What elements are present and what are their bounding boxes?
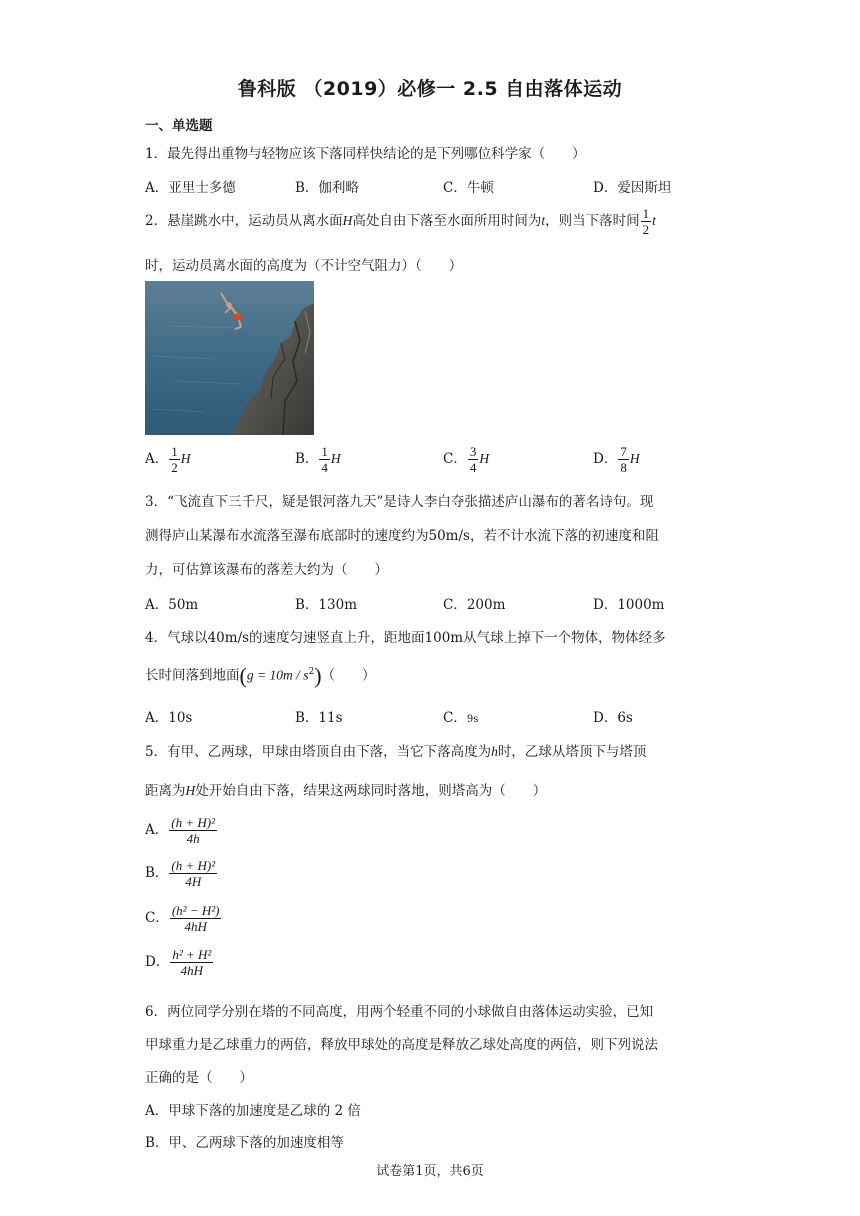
question-5-option-c: C． $\frac{\text{(h² − H²)}}{4hH}$ (145, 903, 220, 934)
question-1-option-c: C．牛顿 (443, 180, 494, 196)
q4-gravity-expr: g = 10m / s (246, 667, 309, 683)
question-3-line3: 力，可估算该瀑布的落差大约为（ ） (145, 562, 388, 578)
q2-fraction-half: $\frac{1}{2}$ (642, 206, 650, 237)
question-2-option-c: C． $\frac{3}{4}$ H (443, 444, 490, 475)
question-2-stem-line2: 时，运动员离水面的高度为（不计空气阻力）（ ） (145, 258, 463, 274)
question-4-line2: 长时间落到地面$(g = 10m / s^2)$（ ） (145, 663, 376, 688)
q2-text-b: 高处自由下落至水面所用时间为 (352, 213, 542, 229)
question-3-option-b: B．130m (295, 597, 357, 613)
question-4-option-c: C．9s (443, 710, 479, 726)
cliff-diving-photo (145, 281, 314, 435)
question-3-line1: 3．“飞流直下三千尺，疑是银河落九天”是诗人李白夺张描述庐山瀑布的著名诗句。现 (145, 494, 654, 510)
q2-var-t: t (541, 213, 546, 228)
page-title: 鲁科版 （2019）必修一 2.5 自由落体运动 (237, 78, 623, 100)
question-3-option-c: C．200m (443, 597, 506, 613)
question-4-option-a: A．10s (145, 710, 193, 726)
question-1-stem: 1．最先得出重物与轻物应该下落同样快结论的是下列哪位科学家（ ） (145, 146, 586, 162)
question-5-option-d: D． $\frac{\text{h² + H²}}{4hH}$ (145, 947, 212, 978)
question-2-option-a: A． $\frac{1}{2}$ H (145, 444, 191, 475)
question-6-line2: 甲球重力是乙球重力的两倍，释放甲球处的高度是释放乙球处高度的两倍，则下列说法 (145, 1037, 658, 1053)
question-3-line2: 测得庐山某瀑布水流落至瀑布底部时的速度约为50m/s，若不计水流下落的初速度和阻 (145, 528, 659, 544)
question-1-option-a: A．亚里士多德 (145, 180, 236, 196)
question-2-option-b: B． $\frac{1}{4}$ H (295, 444, 341, 475)
question-3-option-a: A．50m (145, 597, 199, 613)
q2-var-H: H (342, 213, 353, 228)
q2-frac-var-t: t (652, 213, 656, 228)
question-6-option-b: B．甲、乙两球下落的加速度相等 (145, 1135, 344, 1151)
question-1-option-d: D．爱因斯坦 (593, 180, 672, 196)
q2-text-c: ，则当下落时间 (545, 213, 640, 229)
question-4-line1: 4．气球以40m/s的速度匀速竖直上升，距地面100m从气球上掉下一个物体，物体经多 (145, 630, 666, 646)
question-1-option-b: B．伽利略 (295, 180, 359, 196)
question-6-line3: 正确的是（ ） (145, 1070, 253, 1086)
question-5-line2: 距离为H处开始自由下落，结果这两球同时落地，则塔高为（ ） (145, 783, 547, 799)
question-2-option-d: D． $\frac{7}{8}$ H (593, 444, 640, 475)
question-3-option-d: D．1000m (593, 597, 665, 613)
page-footer: 试卷第1页，共6页 (376, 1164, 484, 1179)
section-heading: 一、单选题 (145, 118, 213, 134)
question-6-option-a: A．甲球下落的加速度是乙球的 2 倍 (145, 1103, 361, 1119)
question-2-stem-line1 (145, 206, 656, 237)
q2-text-a: 2．悬崖跳水中，运动员从离水面 (145, 213, 343, 229)
question-4-option-d: D．6s (593, 710, 633, 726)
cliff-diver-image (145, 281, 314, 435)
question-4-option-b: B．11s (295, 710, 343, 726)
question-5-line1: 5．有甲、乙两球，甲球由塔顶自由下落，当它下落高度为h时，乙球从塔顶下与塔顶 (145, 744, 647, 760)
question-5-option-a: A． $\frac{\text{(h + H)²}}{4h}$ (145, 815, 215, 846)
question-6-line1: 6．两位同学分别在塔的不同高度，用两个轻重不同的小球做自由落体运动实验，已知 (145, 1004, 654, 1020)
question-5-option-b: B． $\frac{\text{(h + H)²}}{4H}$ (145, 858, 216, 889)
